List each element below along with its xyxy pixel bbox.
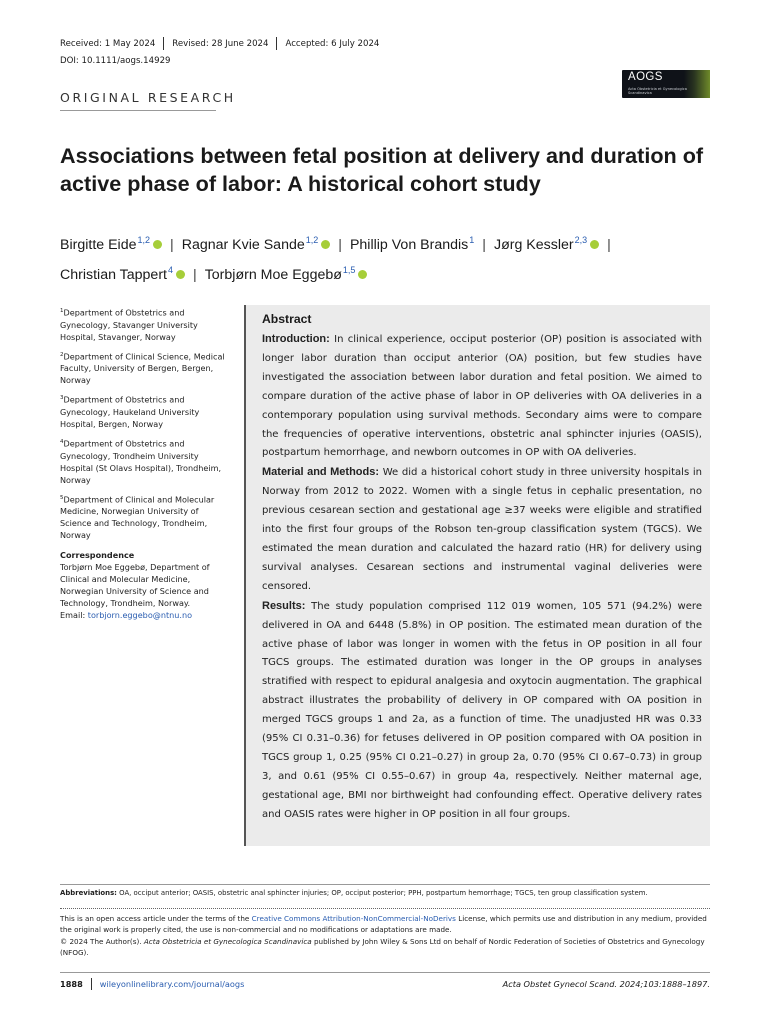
journal-logo[interactable] (622, 70, 710, 98)
affiliation: $^5$Department of Clinical and Molecular Medicine, Norwegian University of Science and Technology, Trondheim, Norway (60, 494, 215, 541)
divider (276, 37, 277, 50)
logo-subtitle: Acta Obstetricia et Gynecologica Scandinavica (628, 87, 687, 96)
author[interactable] (182, 237, 331, 253)
journal-name: Acta Obstetricia et Gynecologica Scandinavica (143, 936, 312, 946)
revised-date: Revised: 28 June 2024 (172, 38, 269, 49)
author-name: Torbjørn Moe Eggebø (204, 267, 342, 283)
author-name: Jørg Kessler (493, 237, 574, 253)
author[interactable] (494, 237, 599, 253)
license-notice: This is an open access article under the terms of the Creative Commons Attribution-NonCommercial-NoDerivs License, which permits use and distribution in any medium, provided the original work is properly cited, the use is non-commercial and no modifications or adaptations are made. © 2024 The Author(s). Acta Obstetricia et Gynecologica Scandinavica published by John Wiley & Sons Ltd on behalf of Nordic Federation of Societies of Obstetrics and Gynecology (NFOG). (60, 914, 707, 957)
page-footer (60, 978, 710, 990)
received-date: Received: 1 May 2024 (60, 38, 156, 49)
author-affil-sup[interactable]: 1,2 (137, 235, 151, 245)
abstract-label: Introduction: (262, 333, 330, 345)
affiliation: $^3$Department of Obstetrics and Gynecology, Haukeland University Hospital, Bergen, Norway (60, 395, 200, 430)
author-separator: | (482, 237, 486, 253)
article-dates (60, 37, 379, 50)
abstract-introduction: Introduction: In clinical experience, occiput posterior (OP) position is associated with longer labor duration than occiput anterior (OA) position, but few studies have investigated the association between labor duration and fetal position. We aimed to compare duration of the active phase of labor in OP deliveries with OA deliveries in a contemporary population using survival methods. Secondary aims were to compare the frequencies of operative interventions, obstetric anal sphincter injuries (OASIS), postpartum hemorrhage, and newborn outcomes in OP with OA deliveries. (262, 333, 702, 459)
divider (163, 37, 164, 50)
page-number: 1888 (60, 979, 83, 989)
author-affil-sup[interactable]: 4 (168, 265, 174, 275)
abstract-results: Results: The study population comprised 112 019 women, 105 571 (94.2%) were delivered in OA and 6448 (5.8%) in OP position. The estimated mean duration of the active phase of labor was longer in women with the fetus in OP position in all four TGCS groups. The estimated duration was longer in the OP groups in analyses stratified with respect to epidural analgesia and oxytocin augmentation. The graphical abstract illustrates the probability of delivery in OP compared with OA position in merged TGCS groups 1 and 2a, as a function of time. The unadjusted HR was 0.33 (95% CI 0.31–0.36) for fetuses delivered in OP position compared with OA position in TGCS group 1, 0.25 (95% CI 0.21–0.27) in group 2a, 0.70 (95% CI 0.67–0.73) in group 3, and 0.61 (95% CI 0.55–0.67) in group 4a, respectively. Neither maternal age, gestational age, BMI nor birthweight had confounding effect. Operative delivery rates and OASIS rates were higher in OP position in all four groups. (262, 599, 702, 820)
author-affil-sup[interactable]: 1 (469, 235, 475, 245)
author[interactable] (60, 267, 185, 283)
author-name: Christian Tappert (60, 267, 167, 283)
dotted-divider (60, 908, 710, 909)
author-name: Phillip Von Brandis (349, 237, 469, 253)
journal-url[interactable]: wileyonlinelibrary.com/journal/aogs (99, 979, 245, 989)
author-affil-sup[interactable]: 1,2 (305, 235, 319, 245)
affiliations (60, 305, 232, 621)
divider (60, 884, 710, 885)
author[interactable] (60, 237, 162, 253)
abstract-label: Results: (262, 599, 306, 612)
author-name: Birgitte Eide (60, 237, 137, 253)
author-list (60, 228, 720, 288)
abstract-heading: Abstract (262, 312, 312, 326)
correspondence-text: Torbjørn Moe Eggebø, Department of Clinical and Molecular Medicine, Norwegian University of Science and Technology, Trondheim, Norway. (60, 562, 210, 609)
article-title: Associations between fetal position at delivery and duration of active phase of labor: A historical cohort study (60, 143, 704, 196)
affiliation: $^2$Department of Clinical Science, Medical Faculty, University of Bergen, Bergen, Norway (60, 351, 225, 386)
abstract-label: Material and Methods: (262, 466, 380, 479)
abstract-methods: Material and Methods: We did a historical cohort study in three university hospitals in Norway from 2012 to 2022. Women with a single fetus in cephalic presentation, no previous cesarean section and gestational age ≥37 weeks were eligible and stratified into the first four groups of the Robson ten-group classification system (TGCS). We estimated the mean duration and calculated the hazard ratio (HR) for delivery using survival analyses. Cesarean sections and instrumental vaginal deliveries were censored. (262, 466, 702, 592)
accepted-date: Accepted: 6 July 2024 (285, 38, 380, 49)
author-separator: | (170, 237, 174, 253)
author-separator: | (193, 267, 197, 283)
abbreviations: Abbreviations: OA, occiput anterior; OASIS, obstetric anal sphincter injuries; OP, occiput posterior; PPH, postpartum hemorrhage; TGCS, ten group classification system. (60, 889, 648, 897)
section-label: ORIGINAL RESEARCH (60, 90, 236, 105)
orcid-icon[interactable] (321, 240, 330, 249)
orcid-icon[interactable] (176, 270, 185, 279)
author-separator: | (607, 237, 611, 253)
orcid-icon[interactable] (358, 270, 367, 279)
author[interactable] (350, 237, 474, 253)
author-affil-sup[interactable]: 1,5 (342, 265, 356, 275)
orcid-icon[interactable] (153, 240, 162, 249)
logo-title: AOGS (628, 71, 663, 83)
author-affil-sup[interactable]: 2,3 (574, 235, 588, 245)
section-rule (60, 110, 216, 111)
correspondence-heading: Correspondence (60, 550, 135, 561)
orcid-icon[interactable] (590, 240, 599, 249)
license-link[interactable]: Creative Commons Attribution-NonCommercial-NoDerivs (251, 914, 456, 923)
email-link[interactable]: torbjorn.eggebo@ntnu.no (87, 610, 193, 621)
affiliation: $^4$Department of Obstetrics and Gynecology, Trondheim University Hospital (St Olavs Hospital), Trondheim, Norway (60, 438, 222, 485)
abstract-box (244, 305, 710, 846)
affiliation: $^1$Department of Obstetrics and Gynecology, Stavanger University Hospital, Stavanger, Norway (60, 307, 198, 342)
author[interactable] (205, 267, 368, 283)
correspondence-email: Email: torbjorn.eggebo@ntnu.no (60, 610, 193, 621)
divider (91, 978, 92, 990)
doi[interactable]: DOI: 10.1111/aogs.14929 (60, 56, 171, 66)
author-separator: | (338, 237, 342, 253)
citation: Acta Obstet Gynecol Scand. 2024;103:1888–1897. (502, 979, 710, 989)
author-name: Ragnar Kvie Sande (181, 237, 305, 253)
divider (60, 972, 710, 973)
